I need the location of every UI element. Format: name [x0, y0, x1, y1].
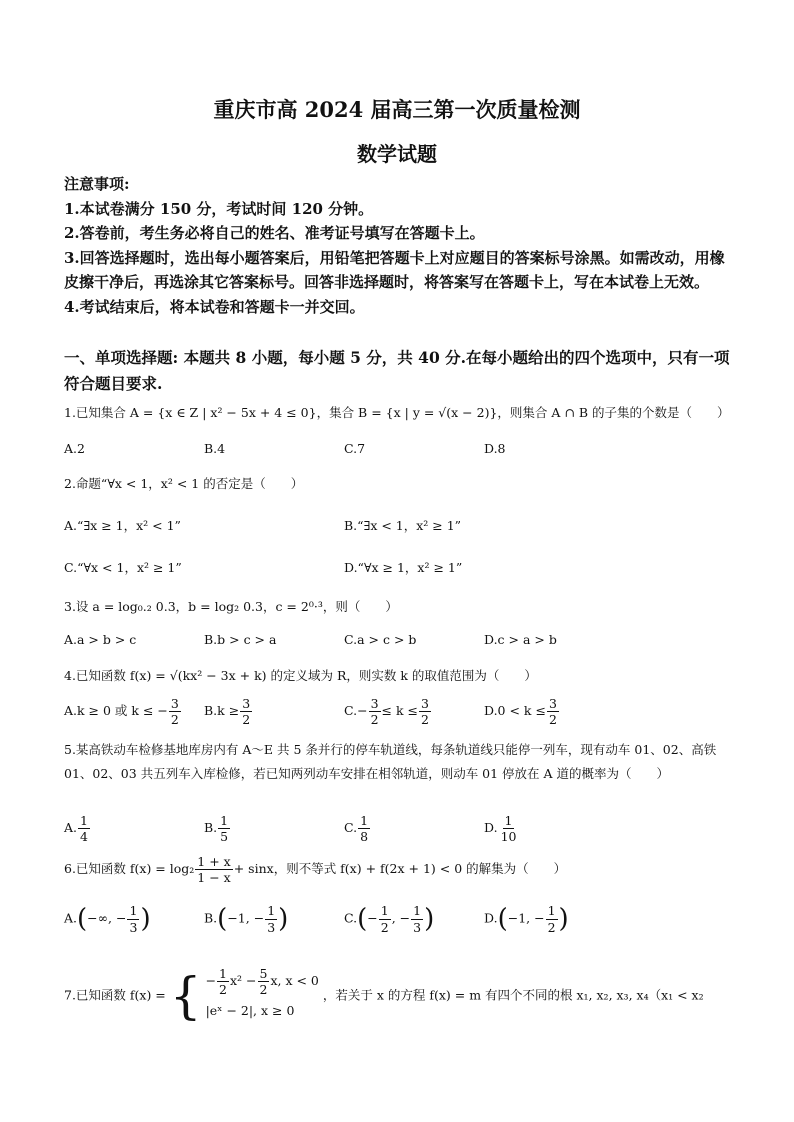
left-brace: { — [169, 967, 202, 1026]
question-7-stem: 7.已知函数 f(x) = { − $\frac{1}{2}$ x² − $\frac{5}{2}$ x, x < 0 |eˣ − 2|, x ≥ 0 ，若关于 x 的方程 f(x) = m 有四个不同的根 x₁, x₂, x₃, x₄（x₁ < x₂ — [64, 965, 704, 1026]
fraction: $\frac{5}{2}$ — [259, 965, 268, 997]
right-paren: ) — [278, 904, 289, 934]
q6-option-b: B.(−1, − $\frac{1}{3}$ ) — [204, 903, 289, 935]
notice-heading: 注意事项: — [64, 175, 130, 193]
fraction: $\frac{1}{3}$ — [413, 903, 422, 935]
q3-option-b: B.b > c > a — [204, 632, 277, 647]
q4-option-a — [64, 697, 182, 726]
fraction: $\frac{1 + x}{1 - x}$ — [197, 854, 231, 886]
q6-option-c: C.(− $\frac{1}{2}$ , − $\frac{1}{3}$ ) — [344, 903, 435, 935]
fraction: $\frac{3}{2}$ — [421, 696, 429, 728]
exam-title: 重庆市高 2024 届高三第一次质量检测 — [213, 97, 581, 122]
notice-item-1: 1.本试卷满分 150 分，考试时间 120 分钟。 — [64, 199, 374, 218]
right-paren: ) — [424, 904, 435, 934]
question-2-stem: 2.命题“∀x < 1，x² < 1 的否定是（ ） — [64, 476, 304, 491]
fraction: $\frac{3}{2}$ — [242, 696, 251, 728]
q1-option-d: D.8 — [484, 441, 506, 456]
q4-option-c — [344, 697, 432, 726]
fraction: $\frac{3}{2}$ — [548, 696, 557, 728]
fraction: $\frac{1}{10}$ — [500, 813, 517, 845]
fraction: $\frac{1}{8}$ — [360, 813, 369, 845]
q4-option-b-text: B.k ≥ — [204, 703, 240, 719]
q5-option-b: B. $\frac{1}{5}$ — [204, 813, 229, 845]
q5-option-d: D. $\frac{1}{10}$ — [484, 813, 517, 845]
question-4-stem: 4.已知函数 f(x) = √(kx² − 3x + k) 的定义域为 R，则实数 k 的取值范围为（ ） — [64, 668, 537, 683]
fraction: $\frac{3}{2}$ — [370, 696, 379, 728]
left-paren: ( — [497, 904, 508, 934]
notice-item-2: 2.答卷前，考生务必将自己的姓名、准考证号填写在答题卡上。 — [64, 224, 485, 242]
exam-subtitle: 数学试题 — [357, 142, 437, 166]
q1-option-b: B.4 — [204, 441, 226, 456]
notice-block — [64, 172, 734, 319]
right-paren: ) — [140, 904, 151, 934]
q3-option-a: A.a > b > c — [64, 632, 137, 647]
q5-option-c: C. $\frac{1}{8}$ — [344, 813, 369, 845]
q3-option-d: D.c > a > b — [484, 632, 557, 647]
q2-option-a: A.“∃x ≥ 1，x² < 1” — [64, 518, 181, 533]
fraction: $\frac{1}{3}$ — [267, 903, 276, 935]
q3-option-c: C.a > c > b — [344, 632, 417, 647]
q2-option-d: D.“∀x ≥ 1，x² ≥ 1” — [344, 560, 463, 575]
right-paren: ) — [558, 904, 569, 934]
q1-option-c: C.7 — [344, 441, 366, 456]
q4-option-c-mid: ≤ k ≤ — [381, 703, 418, 719]
fraction: $\frac{1}{4}$ — [80, 813, 88, 845]
piecewise-cases — [206, 966, 319, 1026]
piece-2: |eˣ − 2|, x ≥ 0 — [205, 1003, 295, 1019]
fraction: $\frac{1}{3}$ — [129, 903, 138, 935]
q4-option-a-text: A.k ≥ 0 或 k ≤ − — [64, 703, 168, 719]
q4-option-d — [484, 697, 560, 726]
piece-1: − $\frac{1}{2}$ x² − $\frac{5}{2}$ x, x < 0 — [205, 965, 319, 997]
q4-option-c-text: C.− — [344, 703, 368, 719]
notice-item-3: 3.回答选择题时，选出每小题答案后，用铅笔把答题卡上对应题目的答案标号涂黑。如需改动，用橡皮擦干净后，再选涂其它答案标号。回答非选择题时，将答案写在答题卡上，写在本试卷上无效。 — [64, 248, 725, 291]
left-paren: ( — [217, 904, 228, 934]
left-paren: ( — [357, 904, 368, 934]
question-5-stem: 5.某高铁动车检修基地库房内有 A～E 共 5 条并行的停车轨道线，每条轨道线只能停一列车，现有动车 01、02、高铁 01、02、03 共五列车入库检修，若已知两列动车安排在相邻轨道，则动车 01 停放在 A 道的概率为（ ） — [64, 742, 717, 781]
q5-option-a: A. $\frac{1}{4}$ — [64, 813, 88, 845]
fraction: $\frac{1}{5}$ — [220, 813, 229, 845]
fraction: $\frac{1}{2}$ — [219, 965, 227, 997]
q2-option-c: C.“∀x < 1，x² ≥ 1” — [64, 560, 182, 575]
q6-option-d: D.(−1, − $\frac{1}{2}$ ) — [484, 903, 569, 935]
fraction: $\frac{1}{2}$ — [547, 903, 556, 935]
q4-option-d-text: D.0 < k ≤ — [484, 703, 546, 719]
left-paren: ( — [77, 904, 88, 934]
question-3-stem: 3.设 a = log₀.₂ 0.3，b = log₂ 0.3，c = 2⁰·³，则（ ） — [64, 599, 398, 614]
section-heading: 一、单项选择题: 本题共 8 小题，每小题 5 分，共 40 分.在每小题给出的四个选项中，只有一项符合题目要求. — [64, 348, 730, 393]
question-6-stem: 6.已知函数 f(x) = log₂ $\frac{1 + x}{1 - x}$ + sinx，则不等式 f(x) + f(2x + 1) < 0 的解集为（ ） — [64, 854, 567, 886]
fraction: $\frac{3}{2}$ — [170, 696, 179, 728]
q1-option-a: A.2 — [64, 441, 85, 456]
question-1-stem: 1.已知集合 A = {x ∈ Z | x² − 5x + 4 ≤ 0}，集合 B = {x | y = √(x − 2)}，则集合 A ∩ B 的子集的个数是（ ） — [64, 405, 730, 420]
fraction: $\frac{1}{2}$ — [380, 903, 389, 935]
q6-option-a: A.(−∞, − $\frac{1}{3}$ ) — [64, 903, 151, 935]
q4-option-b — [204, 697, 253, 726]
q2-option-b: B.“∃x < 1，x² ≥ 1” — [344, 518, 462, 533]
notice-item-4: 4.考试结束后，将本试卷和答题卡一并交回。 — [64, 297, 365, 316]
